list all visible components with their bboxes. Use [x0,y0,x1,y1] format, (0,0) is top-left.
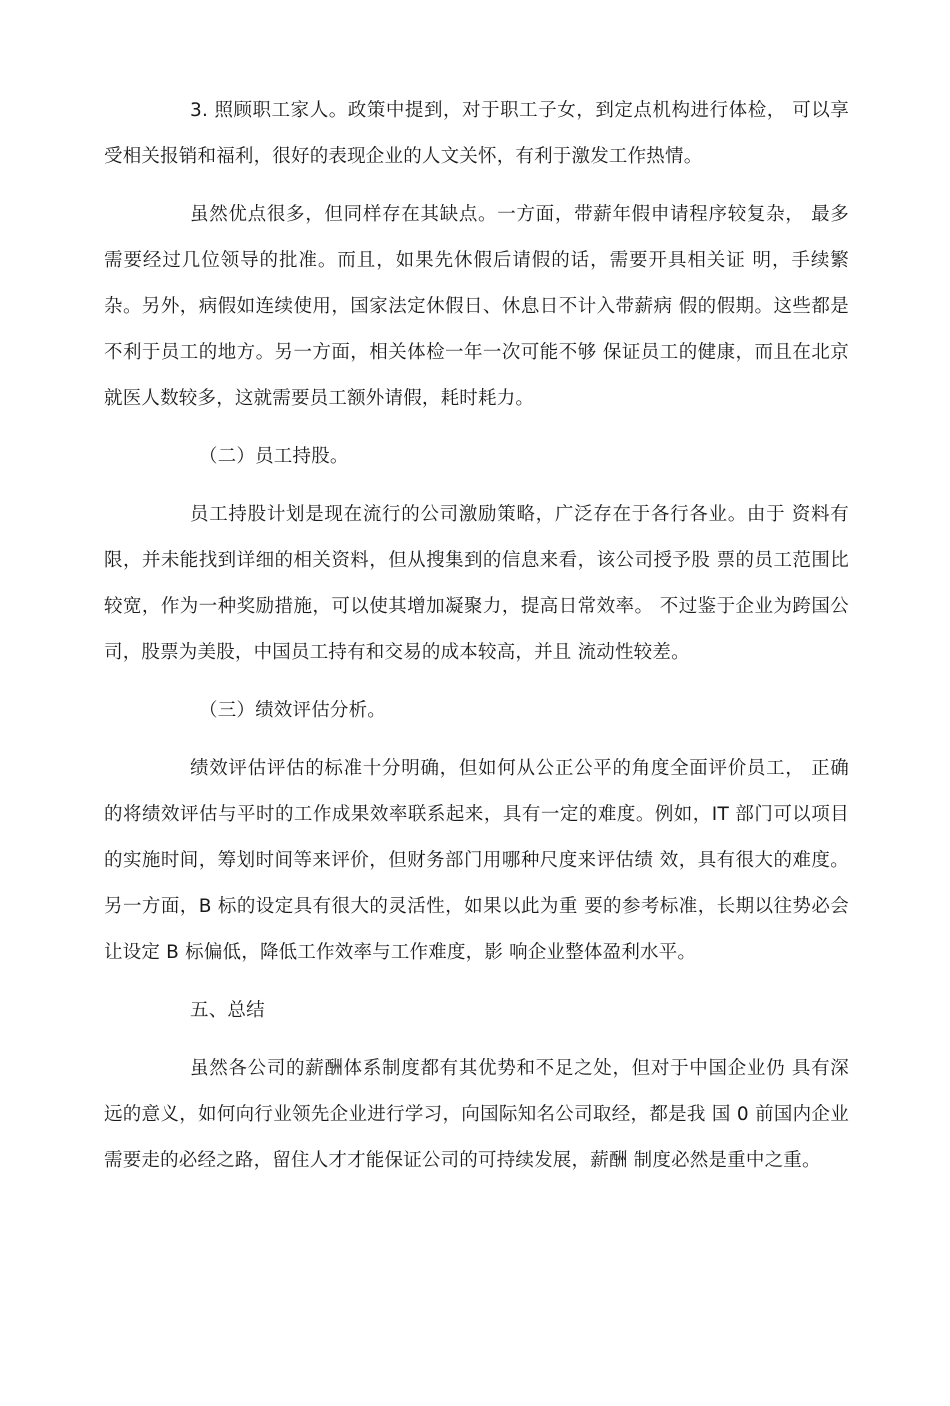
paragraph-family-care: 3. 照顾职工家人。政策中提到，对于职工子女，到定点机构进行体检， 可以享受相关报销和福利，很好的表现企业的人文关怀，有利于激发工作热情。 [104,100,849,167]
paragraph-performance: 绩效评估评估的标准十分明确，但如何从公正公平的角度全面评价员工， 正确的将绩效评估与平时的工作成果效率联系起来，具有一定的难度。例如，IT 部门可以项目的实施时间，筹划时间等来评价，但财务部门用哪种尺度来评估绩 效，具有很大的难度。另一方面，B 标的设定具有很大的灵活性，如果以此为重 要的参考标准，长期以往势必会让设定 B 标偏低，降低工作效率与工作难度，影 响企业整体盈利水平。 [104,758,849,963]
subheading-employee-stock: （二）员工持股。 [199,446,349,467]
paragraph-employee-stock: 员工持股计划是现在流行的公司激励策略，广泛存在于各行各业。由于 资料有限，并未能找到详细的相关资料，但从搜集到的信息来看，该公司授予股 票的员工范围比较宽，作为一种奖励措施，可以使其增加凝聚力，提高日常效率。 不过鉴于企业为跨国公司，股票为美股，中国员工持有和交易的成本较高，并且 流动性较差。 [104,504,849,663]
paragraph-summary: 虽然各公司的薪酬体系制度都有其优势和不足之处，但对于中国企业仍 具有深远的意义，如何向行业领先企业进行学习，向国际知名公司取经，都是我 国 0 前国内企业需要走的必经之路，留住人才才能保证公司的可持续发展，薪酬 制度必然是重中之重。 [104,1058,849,1171]
section-heading-summary: 五、总结 [190,1000,265,1021]
paragraph-shortcomings: 虽然优点很多，但同样存在其缺点。一方面，带薪年假申请程序较复杂， 最多需要经过几位领导的批准。而且，如果先休假后请假的话，需要开具相关证 明，手续繁杂。另外，病假如连续使用，国家法定休假日、休息日不计入带薪病 假的假期。这些都是不利于员工的地方。另一方面，相关体检一年一次可能不够 保证员工的健康，而且在北京就医人数较多，这就需要员工额外请假，耗时耗力。 [104,204,849,409]
subheading-performance: （三）绩效评估分析。 [199,700,387,721]
document-body [104,88,849,1196]
